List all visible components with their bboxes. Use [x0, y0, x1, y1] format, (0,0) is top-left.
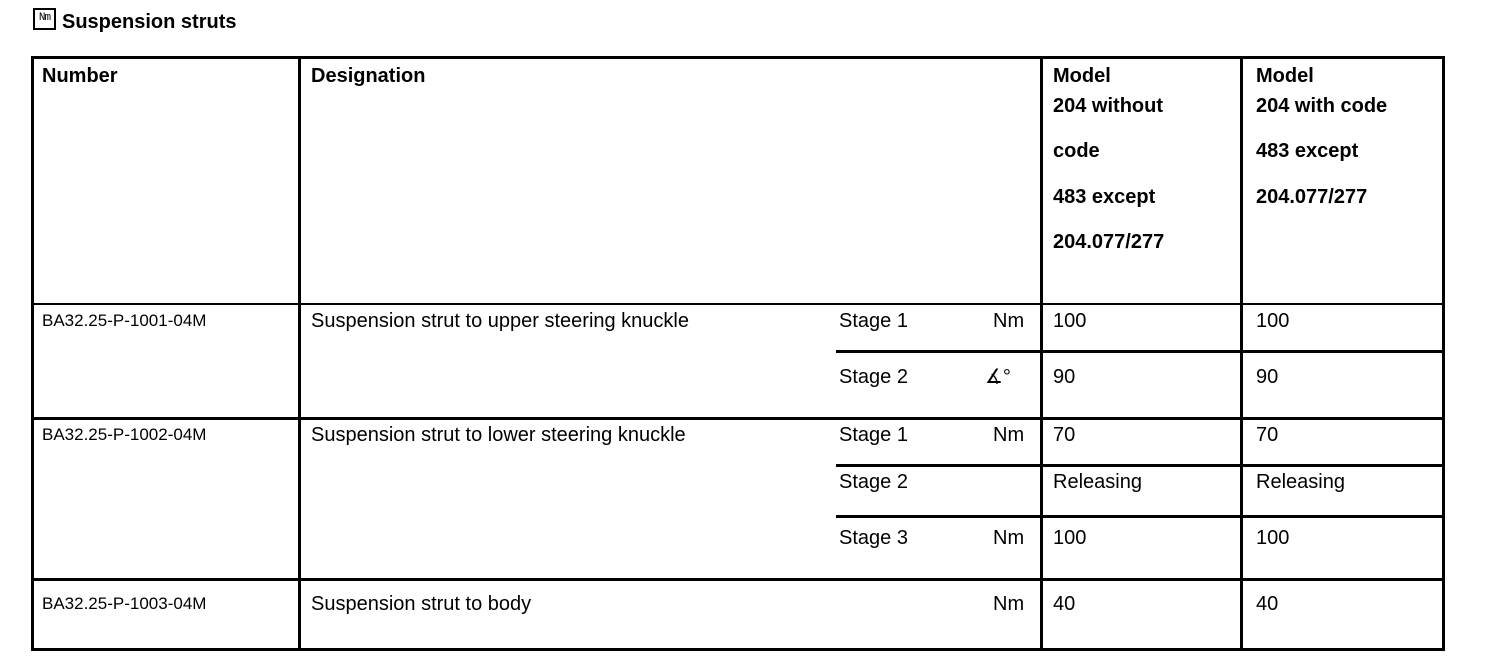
header-model-b-line: Model: [1256, 65, 1314, 87]
row-divider: [31, 417, 1445, 420]
stage-divider: [836, 350, 1445, 353]
value-model-a: Releasing: [1053, 471, 1142, 493]
header-model-b-line: 204 with code: [1256, 95, 1388, 117]
header-model-a-line: Model: [1053, 65, 1111, 87]
value-model-b: 90: [1256, 366, 1279, 388]
value-model-a: 100: [1053, 527, 1087, 549]
value-model-b: Releasing: [1256, 471, 1345, 493]
value-model-a: 70: [1053, 424, 1076, 446]
column-divider: [298, 56, 301, 651]
stage-label: Stage 2: [839, 471, 908, 493]
table-border-right: [1442, 56, 1445, 651]
table-border-bottom: [31, 648, 1445, 651]
row-designation: Suspension strut to upper steering knuckle: [311, 310, 689, 332]
value-model-a: 90: [1053, 366, 1076, 388]
header-model-b-line: 483 except: [1256, 140, 1359, 162]
value-model-a: 100: [1053, 310, 1087, 332]
row-number: BA32.25-P-1003-04M: [42, 594, 207, 613]
stage-divider: [836, 515, 1445, 518]
header-model-b-line: 204.077/277: [1256, 186, 1368, 208]
value-model-b: 100: [1256, 527, 1290, 549]
value-model-b: 40: [1256, 593, 1279, 615]
value-model-a: 40: [1053, 593, 1076, 615]
header-designation: Designation: [311, 65, 426, 87]
header-model-a-line: 204.077/277: [1053, 231, 1165, 253]
stage-divider: [836, 464, 1445, 467]
angle-unit-label: ∡°: [985, 366, 1011, 388]
row-designation: Suspension strut to body: [311, 593, 532, 615]
header-model-a-line: code: [1053, 140, 1100, 162]
row-designation: Suspension strut to lower steering knuckle: [311, 424, 686, 446]
header-model-a-line: 483 except: [1053, 186, 1156, 208]
row-divider: [31, 578, 1445, 581]
column-divider: [1240, 56, 1243, 651]
row-number: BA32.25-P-1001-04M: [42, 311, 207, 330]
unit-label: Nm: [993, 424, 1025, 446]
stage-label: Stage 2: [839, 366, 908, 388]
stage-label: Stage 3: [839, 527, 908, 549]
row-divider: [31, 303, 1445, 305]
torque-nm-icon: Nm: [33, 8, 56, 30]
header-number: Number: [42, 65, 118, 87]
value-model-b: 70: [1256, 424, 1279, 446]
table-border-top: [31, 56, 1445, 59]
unit-label: Nm: [993, 527, 1025, 549]
row-number: BA32.25-P-1002-04M: [42, 425, 207, 444]
stage-label: Stage 1: [839, 424, 908, 446]
column-divider: [1040, 56, 1043, 651]
unit-label: Nm: [993, 310, 1025, 332]
section-title: Suspension struts: [62, 10, 237, 33]
unit-label: Nm: [993, 593, 1025, 615]
table-border-left: [31, 56, 34, 651]
stage-label: Stage 1: [839, 310, 908, 332]
value-model-b: 100: [1256, 310, 1290, 332]
header-model-a-line: 204 without: [1053, 95, 1164, 117]
